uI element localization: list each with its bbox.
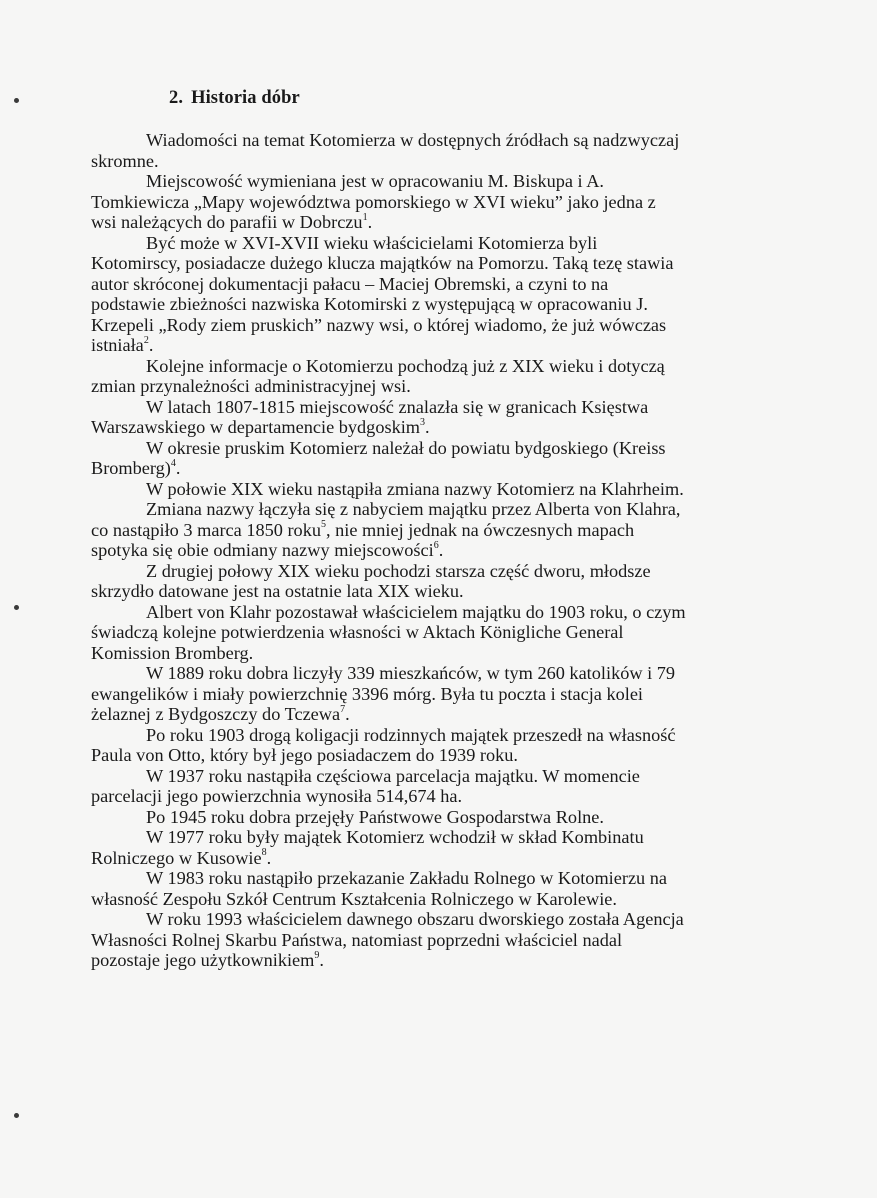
line-text: Zmiana nazwy łączyła się z nabyciem majątku przez Alberta von Klahra, xyxy=(146,499,681,519)
paragraph xyxy=(91,130,771,171)
text-line xyxy=(91,745,771,766)
text-line xyxy=(91,151,771,172)
line-text: skromne. xyxy=(91,150,159,171)
line-text: Albert von Klahr pozostawał właścicielem majątku do 1903 roku, o czym xyxy=(146,601,686,622)
line-text: spotyka się obie odmiany nazwy miejscowości xyxy=(91,540,434,560)
paragraph xyxy=(91,561,771,602)
footnote-marker: 4 xyxy=(170,457,176,469)
line-text: autor skróconej dokumentacji pałacu – Maciej Obremski, a czyni to na xyxy=(91,273,609,294)
line-text: Miejscowość wymieniana jest w opracowaniu M. Biskupa i A. xyxy=(146,171,604,191)
text-line xyxy=(91,171,771,192)
text-line xyxy=(91,622,771,643)
line-text: podstawie zbieżności nazwiska Kotomirski z występującą w opracowaniu J. xyxy=(91,294,648,314)
line-text: ewangelików i miały powierzchnię 3396 mórg. Była tu poczta i stacja kolei xyxy=(91,683,644,704)
line-text: W 1937 roku nastąpiła częściowa parcelacja majątku. W momencie xyxy=(146,765,640,786)
line-text: Bromberg) xyxy=(91,458,171,478)
line-text: pozostaje jego użytkownikiem xyxy=(91,950,315,970)
paragraph xyxy=(91,766,771,807)
text-line xyxy=(91,930,771,951)
line-text: Po roku 1903 drogą koligacji rodzinnych majątek przeszedł na własność xyxy=(146,724,676,745)
line-text: co nastąpiło 3 marca 1850 roku xyxy=(91,519,321,540)
text-line xyxy=(91,704,771,725)
paragraph xyxy=(91,438,771,479)
line-text: W połowie XIX wieku nastąpiła zmiana nazwy Kotomierz na Klahrheim. xyxy=(146,478,684,499)
paragraph xyxy=(91,725,771,766)
paragraph xyxy=(91,827,771,868)
text-line xyxy=(91,212,771,233)
text-line xyxy=(91,417,771,438)
line-text: Paula von Otto, który był jego posiadaczem do 1939 roku. xyxy=(91,745,518,765)
text-line xyxy=(91,868,771,889)
text-line xyxy=(91,520,771,541)
line-text: własność Zespołu Szkół Centrum Kształcenia Rolniczego w Karolewie. xyxy=(91,888,617,909)
line-text-after-footnote: . xyxy=(148,335,154,355)
text-line xyxy=(91,274,771,295)
paragraph xyxy=(91,909,771,971)
text-line xyxy=(91,950,771,971)
line-text: W okresie pruskim Kotomierz należał do powiatu bydgoskiego (Kreiss xyxy=(146,437,666,458)
paragraph xyxy=(91,171,771,233)
text-line xyxy=(91,909,771,930)
footnote-marker: 2 xyxy=(143,334,149,346)
paragraph xyxy=(91,233,771,356)
punch-hole-mark xyxy=(14,605,19,610)
paragraph xyxy=(91,499,771,561)
line-text: W latach 1807-1815 miejscowość znalazła się w granicach Księstwa xyxy=(146,396,649,417)
line-text: Warszawskiego w departamencie bydgoskim xyxy=(91,417,421,437)
paragraph xyxy=(91,397,771,438)
text-line xyxy=(91,889,771,910)
text-line xyxy=(91,786,771,807)
paragraph xyxy=(91,868,771,909)
text-line xyxy=(91,807,771,828)
text-line xyxy=(91,315,771,336)
line-text-after-footnote: . xyxy=(367,212,373,232)
paragraph xyxy=(91,807,771,828)
line-text: parcelacji jego powierzchnia wynosiła 514,674 ha. xyxy=(91,786,463,806)
line-text-after-footnote: . xyxy=(266,847,272,868)
text-line xyxy=(91,192,771,213)
line-text-after-footnote: . xyxy=(319,950,324,970)
line-text: Krzepeli „Rody ziem pruskich” nazwy wsi, o której wiadomo, że już wówczas xyxy=(91,314,667,335)
line-text: wsi należących do parafii w Dobrczu xyxy=(91,212,363,232)
line-text: W 1977 roku były majątek Kotomierz wchodził w skład Kombinatu xyxy=(146,827,644,847)
footnote-marker: 6 xyxy=(433,539,439,551)
line-text: Kolejne informacje o Kotomierzu pochodzą już z XIX wieku i dotyczą xyxy=(146,355,665,376)
text-line xyxy=(91,827,771,848)
text-line xyxy=(91,130,771,151)
footnote-marker: 7 xyxy=(340,703,346,715)
line-text-after-footnote: . xyxy=(425,417,430,437)
line-text-after-footnote: . xyxy=(438,540,444,560)
line-text-after-footnote: , nie mniej jednak na ówczesnych mapach xyxy=(325,519,635,540)
text-line xyxy=(91,253,771,274)
text-line xyxy=(91,479,771,500)
line-text-after-footnote: . xyxy=(175,458,181,478)
line-text: Być może w XVI-XVII wieku właścicielami Kotomierza byli xyxy=(146,232,598,253)
text-line xyxy=(91,663,771,684)
line-text-after-footnote: . xyxy=(345,704,350,724)
section-title: Historia dóbr xyxy=(191,88,300,108)
line-text: skrzydło datowane jest na ostatnie lata XIX wieku. xyxy=(91,581,464,601)
footnote-marker: 8 xyxy=(261,847,267,859)
text-line xyxy=(91,397,771,418)
text-line xyxy=(91,602,771,623)
text-line xyxy=(91,294,771,315)
punch-hole-mark xyxy=(14,98,19,103)
text-line xyxy=(91,376,771,397)
line-text: Własności Rolnej Skarbu Państwa, natomiast poprzedni właściciel nadal xyxy=(91,929,623,950)
text-line xyxy=(91,458,771,479)
line-text: W 1889 roku dobra liczyły 339 mieszkańców, w tym 260 katolików i 79 xyxy=(146,663,676,683)
text-line xyxy=(91,581,771,602)
text-line xyxy=(91,766,771,787)
line-text: Po 1945 roku dobra przejęły Państwowe Gospodarstwa Rolne. xyxy=(146,806,604,827)
text-line xyxy=(91,335,771,356)
text-line xyxy=(91,643,771,664)
line-text: Komission Bromberg. xyxy=(91,642,254,663)
text-line xyxy=(91,684,771,705)
footnote-marker: 5 xyxy=(320,519,326,531)
paragraph xyxy=(91,663,771,725)
section-number: 2. xyxy=(169,88,184,108)
text-line xyxy=(91,438,771,459)
line-text: istniała xyxy=(91,335,144,355)
line-text: żelaznej z Bydgoszczy do Tczewa xyxy=(91,704,341,724)
document-body xyxy=(91,130,771,971)
text-line xyxy=(91,356,771,377)
footnote-marker: 3 xyxy=(420,416,426,428)
line-text: Rolniczego w Kusowie xyxy=(91,847,262,868)
text-line xyxy=(91,725,771,746)
paragraph xyxy=(91,479,771,500)
text-line xyxy=(91,233,771,254)
text-line xyxy=(91,499,771,520)
line-text: Kotomirscy, posiadacze dużego klucza majątków na Pomorzu. Taką tezę stawia xyxy=(91,253,674,273)
line-text: zmian przynależności administracyjnej wsi. xyxy=(91,376,411,396)
line-text: W 1983 roku nastąpiło przekazanie Zakładu Rolnego w Kotomierzu na xyxy=(146,868,668,888)
text-line xyxy=(91,540,771,561)
footnote-marker: 9 xyxy=(314,949,320,961)
line-text: Tomkiewicza „Mapy województwa pomorskiego w XVI wieku” jako jedna z xyxy=(91,191,656,212)
paragraph xyxy=(91,602,771,664)
line-text: Wiadomości na temat Kotomierza w dostępnych źródłach są nadzwyczaj xyxy=(146,130,680,150)
line-text: Z drugiej połowy XIX wieku pochodzi starsza część dworu, młodsze xyxy=(146,560,651,581)
line-text: W roku 1993 właścicielem dawnego obszaru dworskiego została Agencja xyxy=(146,909,684,929)
footnote-marker: 1 xyxy=(362,211,368,223)
text-line xyxy=(91,561,771,582)
paragraph xyxy=(91,356,771,397)
section-heading xyxy=(169,88,300,109)
punch-hole-mark xyxy=(14,1113,19,1118)
line-text: świadczą kolejne potwierdzenia własności w Aktach Königliche General xyxy=(91,622,624,642)
text-line xyxy=(91,848,771,869)
